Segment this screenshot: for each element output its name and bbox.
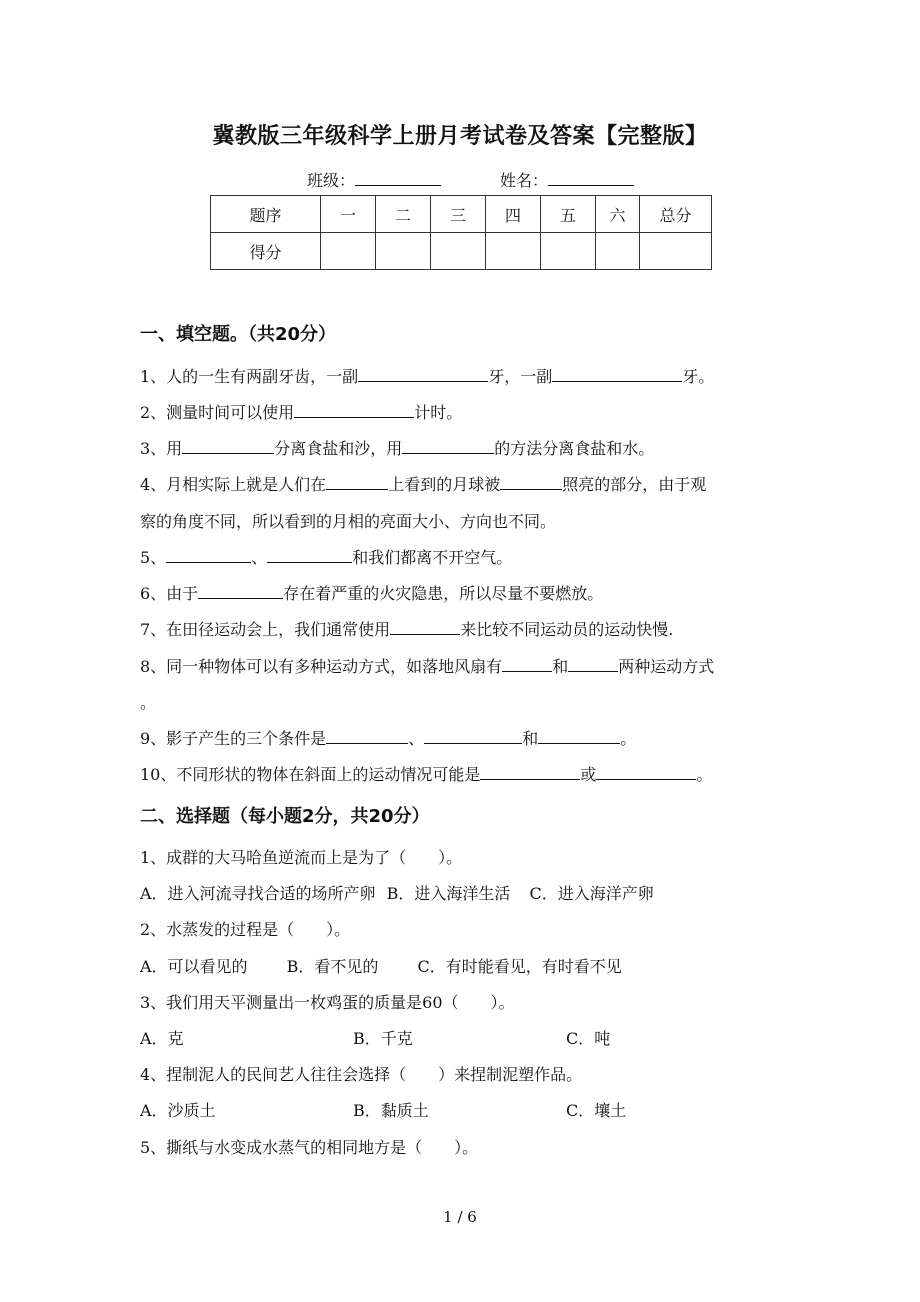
class-label: 班级： [307, 171, 356, 190]
fill-question-8 [140, 654, 714, 677]
question-text: 上看到的月球被 [388, 475, 501, 494]
option-b[interactable]: B．看不见的 [286, 957, 379, 976]
fill-question-7 [140, 617, 673, 640]
answer-blank[interactable] [480, 765, 580, 780]
header-cell: 二 [376, 196, 431, 233]
score-cell[interactable] [640, 233, 712, 270]
choice-question-3: 3、我们用天平测量出一枚鸡蛋的质量是60（ ）。 [140, 993, 515, 1012]
question-text: 9、影子产生的三个条件是 [140, 729, 327, 748]
score-row-label: 得分 [211, 233, 321, 270]
question-text: 6、由于 [140, 584, 199, 603]
score-cell[interactable] [486, 233, 541, 270]
question-text: 分离食盐和沙，用 [274, 439, 403, 458]
fill-question-6 [140, 581, 603, 604]
question-text: 10、不同形状的物体在斜面上的运动情况可能是 [140, 765, 481, 784]
fill-question-2 [140, 400, 462, 423]
answer-blank[interactable] [326, 729, 408, 744]
section2-heading: 二、选择题（每小题2分，共20分） [140, 806, 430, 827]
question-text: 7、在田径运动会上，我们通常使用 [140, 620, 391, 639]
score-cell[interactable] [596, 233, 640, 270]
question-text: 和 [552, 657, 569, 676]
question-text: 牙，一副 [488, 367, 553, 386]
fill-question-1 [140, 364, 714, 387]
option-c[interactable]: C．进入海洋产卵 [529, 884, 654, 903]
question-text: 、 [408, 729, 425, 748]
question-text: 。 [696, 765, 713, 784]
question-text: 、 [251, 548, 268, 567]
name-field [500, 168, 634, 191]
score-cell[interactable] [376, 233, 431, 270]
choice-question-2-options [140, 954, 622, 977]
header-cell: 一 [321, 196, 376, 233]
answer-blank[interactable] [596, 765, 696, 780]
header-cell: 总分 [640, 196, 712, 233]
page-number: 1 / 6 [443, 1208, 477, 1226]
fill-question-9 [140, 726, 636, 749]
answer-blank[interactable] [267, 548, 352, 563]
choice-question-1-options [140, 881, 654, 904]
answer-blank[interactable] [402, 439, 494, 454]
question-text: 2、测量时间可以使用 [140, 403, 295, 422]
question-text: 照亮的部分，由于观 [562, 475, 707, 494]
choice-question-1: 1、成群的大马哈鱼逆流而上是为了（ ）。 [140, 848, 463, 867]
fill-question-4-continued: 察的角度不同，所以看到的月相的亮面大小、方向也不同。 [140, 512, 557, 531]
class-field [307, 168, 441, 191]
option-a[interactable]: A．沙质土 [140, 1101, 216, 1120]
answer-blank[interactable] [166, 548, 251, 563]
option-c[interactable]: C．吨 [566, 1029, 611, 1048]
page-title: 冀教版三年级科学上册月考试卷及答案【完整版】 [212, 124, 708, 149]
fill-question-5 [140, 545, 512, 568]
choice-question-5: 5、撕纸与水变成水蒸气的相同地方是（ ）。 [140, 1138, 479, 1157]
question-text: 3、用 [140, 439, 183, 458]
question-text: 和 [522, 729, 539, 748]
option-c[interactable]: C．有时能看见，有时看不见 [417, 957, 622, 976]
score-cell[interactable] [321, 233, 376, 270]
question-text: 两种运动方式 [618, 657, 715, 676]
question-text: 1、人的一生有两副牙齿，一副 [140, 367, 359, 386]
question-text: 计时。 [414, 403, 463, 422]
option-c[interactable]: C．壤土 [566, 1101, 627, 1120]
header-cell: 五 [541, 196, 596, 233]
header-cell: 四 [486, 196, 541, 233]
question-text: 5、 [140, 548, 167, 567]
score-table-header-row [211, 196, 712, 233]
question-text: 存在着严重的火灾隐患，所以尽量不要燃放。 [283, 584, 604, 603]
option-a[interactable]: A．克 [140, 1029, 184, 1048]
question-text: 和我们都离不开空气。 [352, 548, 513, 567]
header-cell: 三 [431, 196, 486, 233]
answer-blank[interactable] [358, 367, 488, 382]
answer-blank[interactable] [390, 620, 460, 635]
answer-blank[interactable] [182, 439, 274, 454]
answer-blank[interactable] [568, 657, 618, 672]
answer-blank[interactable] [326, 475, 388, 490]
question-text: 牙。 [682, 367, 715, 386]
option-a[interactable]: A．进入河流寻找合适的场所产卵 [140, 884, 376, 903]
fill-question-4 [140, 472, 706, 495]
answer-blank[interactable] [538, 729, 620, 744]
name-blank[interactable] [548, 171, 634, 186]
score-table [210, 195, 712, 270]
option-b[interactable]: B．进入海洋生活 [386, 884, 511, 903]
question-text: 4、月相实际上就是人们在 [140, 475, 327, 494]
answer-blank[interactable] [198, 584, 283, 599]
class-blank[interactable] [355, 171, 441, 186]
question-text: 的方法分离食盐和水。 [494, 439, 655, 458]
answer-blank[interactable] [552, 367, 682, 382]
fill-question-10 [140, 762, 712, 785]
section1-heading: 一、填空题。（共20分） [140, 324, 337, 345]
option-b[interactable]: B．千克 [353, 1029, 413, 1048]
score-table-score-row [211, 233, 712, 270]
score-cell[interactable] [431, 233, 486, 270]
header-cell: 题序 [211, 196, 321, 233]
answer-blank[interactable] [500, 475, 562, 490]
score-cell[interactable] [541, 233, 596, 270]
answer-blank[interactable] [294, 403, 414, 418]
question-text: 来比较不同运动员的运动快慢. [460, 620, 674, 639]
answer-blank[interactable] [424, 729, 522, 744]
question-text: 8、同一种物体可以有多种运动方式，如落地风扇有 [140, 657, 503, 676]
option-b[interactable]: B．黏质土 [353, 1101, 429, 1120]
fill-question-8-continued: 。 [140, 693, 157, 712]
answer-blank[interactable] [502, 657, 552, 672]
option-a[interactable]: A．可以看见的 [140, 957, 248, 976]
question-text: 或 [580, 765, 597, 784]
fill-question-3 [140, 436, 654, 459]
choice-question-4: 4、捏制泥人的民间艺人往往会选择（ ）来捏制泥塑作品。 [140, 1065, 583, 1084]
name-label: 姓名： [500, 171, 549, 190]
choice-question-2: 2、水蒸发的过程是（ ）。 [140, 920, 351, 939]
question-text: 。 [620, 729, 637, 748]
header-cell: 六 [596, 196, 640, 233]
